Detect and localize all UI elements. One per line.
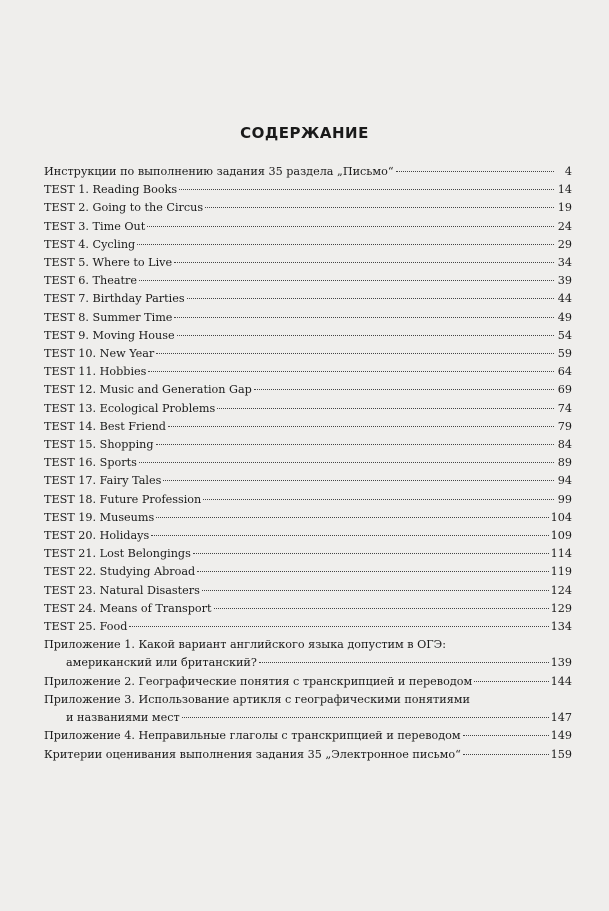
toc-entry-label: и названиями мест — [66, 711, 180, 725]
dot-leader — [174, 262, 554, 263]
dot-leader — [193, 553, 549, 554]
toc-entry-label: Приложение 1. Какой вариант английского языка допустим в ОГЭ: — [44, 638, 447, 652]
dot-leader — [174, 317, 554, 318]
toc-entry-line — [44, 400, 572, 418]
toc-entry-line — [44, 381, 572, 399]
toc-entry-label: TEST 21. Lost Belongings — [44, 547, 191, 561]
toc-entry-line — [44, 527, 572, 545]
toc-entry-label: Приложение 3. Использование артикля с географическими понятиями — [44, 692, 470, 706]
dot-leader — [139, 280, 554, 281]
dot-leader — [177, 335, 554, 336]
toc-entry-line — [44, 199, 572, 217]
dot-leader — [148, 371, 554, 372]
toc-entry-label: TEST 17. Fairy Tales — [44, 474, 162, 488]
toc-entry-label: TEST 13. Ecological Problems — [44, 401, 216, 415]
toc-entry-page: 79 — [557, 419, 572, 433]
toc-entry-line — [44, 254, 572, 272]
toc-entry — [44, 381, 572, 399]
dot-leader — [156, 517, 548, 518]
toc-entry-line — [44, 563, 572, 581]
dot-leader — [168, 426, 554, 427]
toc-entry — [44, 199, 572, 217]
toc-entry-line — [44, 636, 572, 654]
toc-entry-line — [44, 673, 572, 691]
toc-entry-page: 129 — [550, 601, 572, 615]
toc-entry-label: TEST 5. Where to Live — [44, 256, 173, 270]
toc-entry — [44, 163, 572, 181]
dot-leader — [151, 535, 548, 536]
toc-entry-line — [44, 363, 572, 381]
toc-entry-page: 24 — [557, 219, 572, 233]
toc-entry — [44, 582, 572, 600]
toc-entry — [44, 400, 572, 418]
toc-entry — [44, 727, 572, 745]
dot-leader — [187, 298, 554, 299]
toc-entry-label: TEST 20. Holidays — [44, 529, 150, 543]
dot-leader — [217, 408, 554, 409]
toc-entry — [44, 527, 572, 545]
toc-entry-page: 34 — [557, 256, 572, 270]
toc-entry-label: TEST 10. New Year — [44, 347, 155, 361]
toc-entry-line — [44, 290, 572, 308]
toc-entry — [44, 618, 572, 636]
toc-entry-line — [44, 472, 572, 490]
dot-leader — [463, 735, 549, 736]
toc-entry-label: TEST 9. Moving House — [44, 328, 175, 342]
toc-entry-page: 89 — [557, 456, 572, 470]
toc-entry-page: 139 — [550, 656, 572, 670]
toc-entry-label: TEST 1. Reading Books — [44, 183, 178, 197]
dot-leader — [163, 480, 554, 481]
toc-entry-page: 49 — [557, 310, 572, 324]
dot-leader — [197, 571, 548, 572]
toc-entry — [44, 236, 572, 254]
toc-entry-label: TEST 3. Time Out — [44, 219, 146, 233]
dot-leader — [254, 389, 554, 390]
toc-entry — [44, 254, 572, 272]
dot-leader — [139, 462, 554, 463]
toc-entry — [44, 600, 572, 618]
toc-entry-page: 64 — [557, 365, 572, 379]
toc-entry-line — [44, 218, 572, 236]
toc-entry-label: Приложение 2. Географические понятия с транскрипцией и переводом — [44, 674, 473, 688]
toc-entry-line — [44, 418, 572, 436]
toc-entry-label: TEST 4. Cycling — [44, 237, 136, 251]
dot-leader — [259, 662, 549, 663]
toc-entry-line — [44, 236, 572, 254]
toc-entry-line — [44, 327, 572, 345]
dot-leader — [182, 717, 549, 718]
toc-entry-label: Приложение 4. Неправильные глаголы с транскрипцией и переводом — [44, 729, 461, 743]
toc-entry-line — [44, 600, 572, 618]
toc-entry-line — [44, 181, 572, 199]
toc-entry-line — [44, 545, 572, 563]
toc-entry-page: 39 — [557, 274, 572, 288]
toc-entry — [44, 436, 572, 454]
toc-entry-page: 149 — [550, 729, 572, 743]
toc-entry-label: TEST 15. Shopping — [44, 438, 154, 452]
toc-entry-page: 69 — [557, 383, 572, 397]
toc-entry — [44, 363, 572, 381]
toc-entry-page: 114 — [550, 547, 572, 561]
toc-entry-line — [44, 709, 572, 727]
toc-entry-page: 44 — [557, 292, 572, 306]
toc-entry-label: TEST 7. Birthday Parties — [44, 292, 185, 306]
toc-entry-page: 124 — [550, 583, 572, 597]
toc-entry-label: TEST 23. Natural Disasters — [44, 583, 200, 597]
toc-entry-label: TEST 22. Studying Abroad — [44, 565, 196, 579]
toc-entry-line — [44, 509, 572, 527]
toc-entry-line — [44, 272, 572, 290]
dot-leader — [205, 207, 554, 208]
toc-entry-line — [44, 582, 572, 600]
toc-entry-label: TEST 6. Theatre — [44, 274, 137, 288]
toc-entry-page: 99 — [557, 492, 572, 506]
toc-entry-label: TEST 19. Museums — [44, 510, 155, 524]
toc-entry — [44, 181, 572, 199]
toc-entry-page: 104 — [550, 510, 572, 524]
toc-entry-label: TEST 2. Going to the Circus — [44, 201, 204, 215]
toc-entry-line — [44, 491, 572, 509]
toc-entry-label: TEST 18. Future Profession — [44, 492, 202, 506]
dot-leader — [137, 244, 554, 245]
dot-leader — [474, 681, 549, 682]
toc-entry — [44, 290, 572, 308]
dot-leader — [156, 444, 554, 445]
toc-entry — [44, 309, 572, 327]
toc-entry-page: 84 — [557, 438, 572, 452]
toc-entry — [44, 691, 572, 727]
toc-entry-line — [44, 654, 572, 672]
toc-entry-label: Критерии оценивания выполнения задания 35 „Электронное письмо“ — [44, 747, 461, 761]
toc-entry — [44, 673, 572, 691]
dot-leader — [147, 226, 554, 227]
toc-entry-label: американский или британский? — [66, 656, 257, 670]
dot-leader — [396, 171, 554, 172]
toc-entry-page: 94 — [557, 474, 572, 488]
toc-entry-page: 4 — [564, 165, 572, 178]
toc-entry-page: 119 — [550, 565, 572, 579]
toc-entry-page: 59 — [557, 347, 572, 361]
toc-entry-label: TEST 14. Best Friend — [44, 419, 166, 433]
toc-entry — [44, 472, 572, 490]
toc-entry-label: Инструкции по выполнению задания 35 раздела „Письмо“ — [44, 165, 394, 178]
toc-entry — [44, 218, 572, 236]
toc-entry-page: 144 — [550, 674, 572, 688]
toc-entry — [44, 327, 572, 345]
toc-entry — [44, 345, 572, 363]
toc-entry-page: 74 — [557, 401, 572, 415]
dot-leader — [202, 590, 549, 591]
toc-entry-label: TEST 25. Food — [44, 620, 128, 634]
toc-entry-line — [44, 345, 572, 363]
toc-entry-label: TEST 16. Sports — [44, 456, 137, 470]
toc-entry-label: TEST 11. Hobbies — [44, 365, 147, 379]
toc-entry-page: 147 — [550, 711, 572, 725]
toc-entry-line — [44, 436, 572, 454]
toc-entry-page: 14 — [557, 183, 572, 197]
dot-leader — [179, 189, 554, 190]
toc-entry-page: 109 — [550, 529, 572, 543]
toc-entry — [44, 491, 572, 509]
toc-entry — [44, 545, 572, 563]
toc-entry-line — [44, 746, 572, 764]
toc-entry-label: TEST 12. Music and Generation Gap — [44, 383, 252, 397]
toc-entry — [44, 563, 572, 581]
toc-entry-line — [44, 618, 572, 636]
toc-entry-page: 19 — [557, 201, 572, 215]
toc-entry-line — [44, 454, 572, 472]
dot-leader — [463, 754, 549, 755]
toc-entry — [44, 454, 572, 472]
dot-leader — [156, 353, 554, 354]
show-through-text — [60, 30, 540, 44]
toc-entry-line — [44, 163, 572, 181]
toc-entry-page: 54 — [557, 328, 572, 342]
table-of-contents — [44, 163, 572, 764]
toc-entry-page: 159 — [550, 747, 572, 761]
toc-entry-label: TEST 8. Summer Time — [44, 310, 173, 324]
toc-entry-label: TEST 24. Means of Transport — [44, 601, 212, 615]
dot-leader — [203, 499, 554, 500]
toc-entry-page: 134 — [550, 620, 572, 634]
toc-entry-line — [44, 727, 572, 745]
toc-entry — [44, 509, 572, 527]
page-title: СОДЕРЖАНИЕ — [240, 124, 369, 142]
toc-entry-line — [44, 309, 572, 327]
toc-entry — [44, 636, 572, 672]
dot-leader — [214, 608, 549, 609]
toc-entry — [44, 272, 572, 290]
toc-entry-line — [44, 691, 572, 709]
toc-entry-page: 29 — [557, 237, 572, 251]
dot-leader — [129, 626, 548, 627]
toc-entry — [44, 746, 572, 764]
toc-entry — [44, 418, 572, 436]
